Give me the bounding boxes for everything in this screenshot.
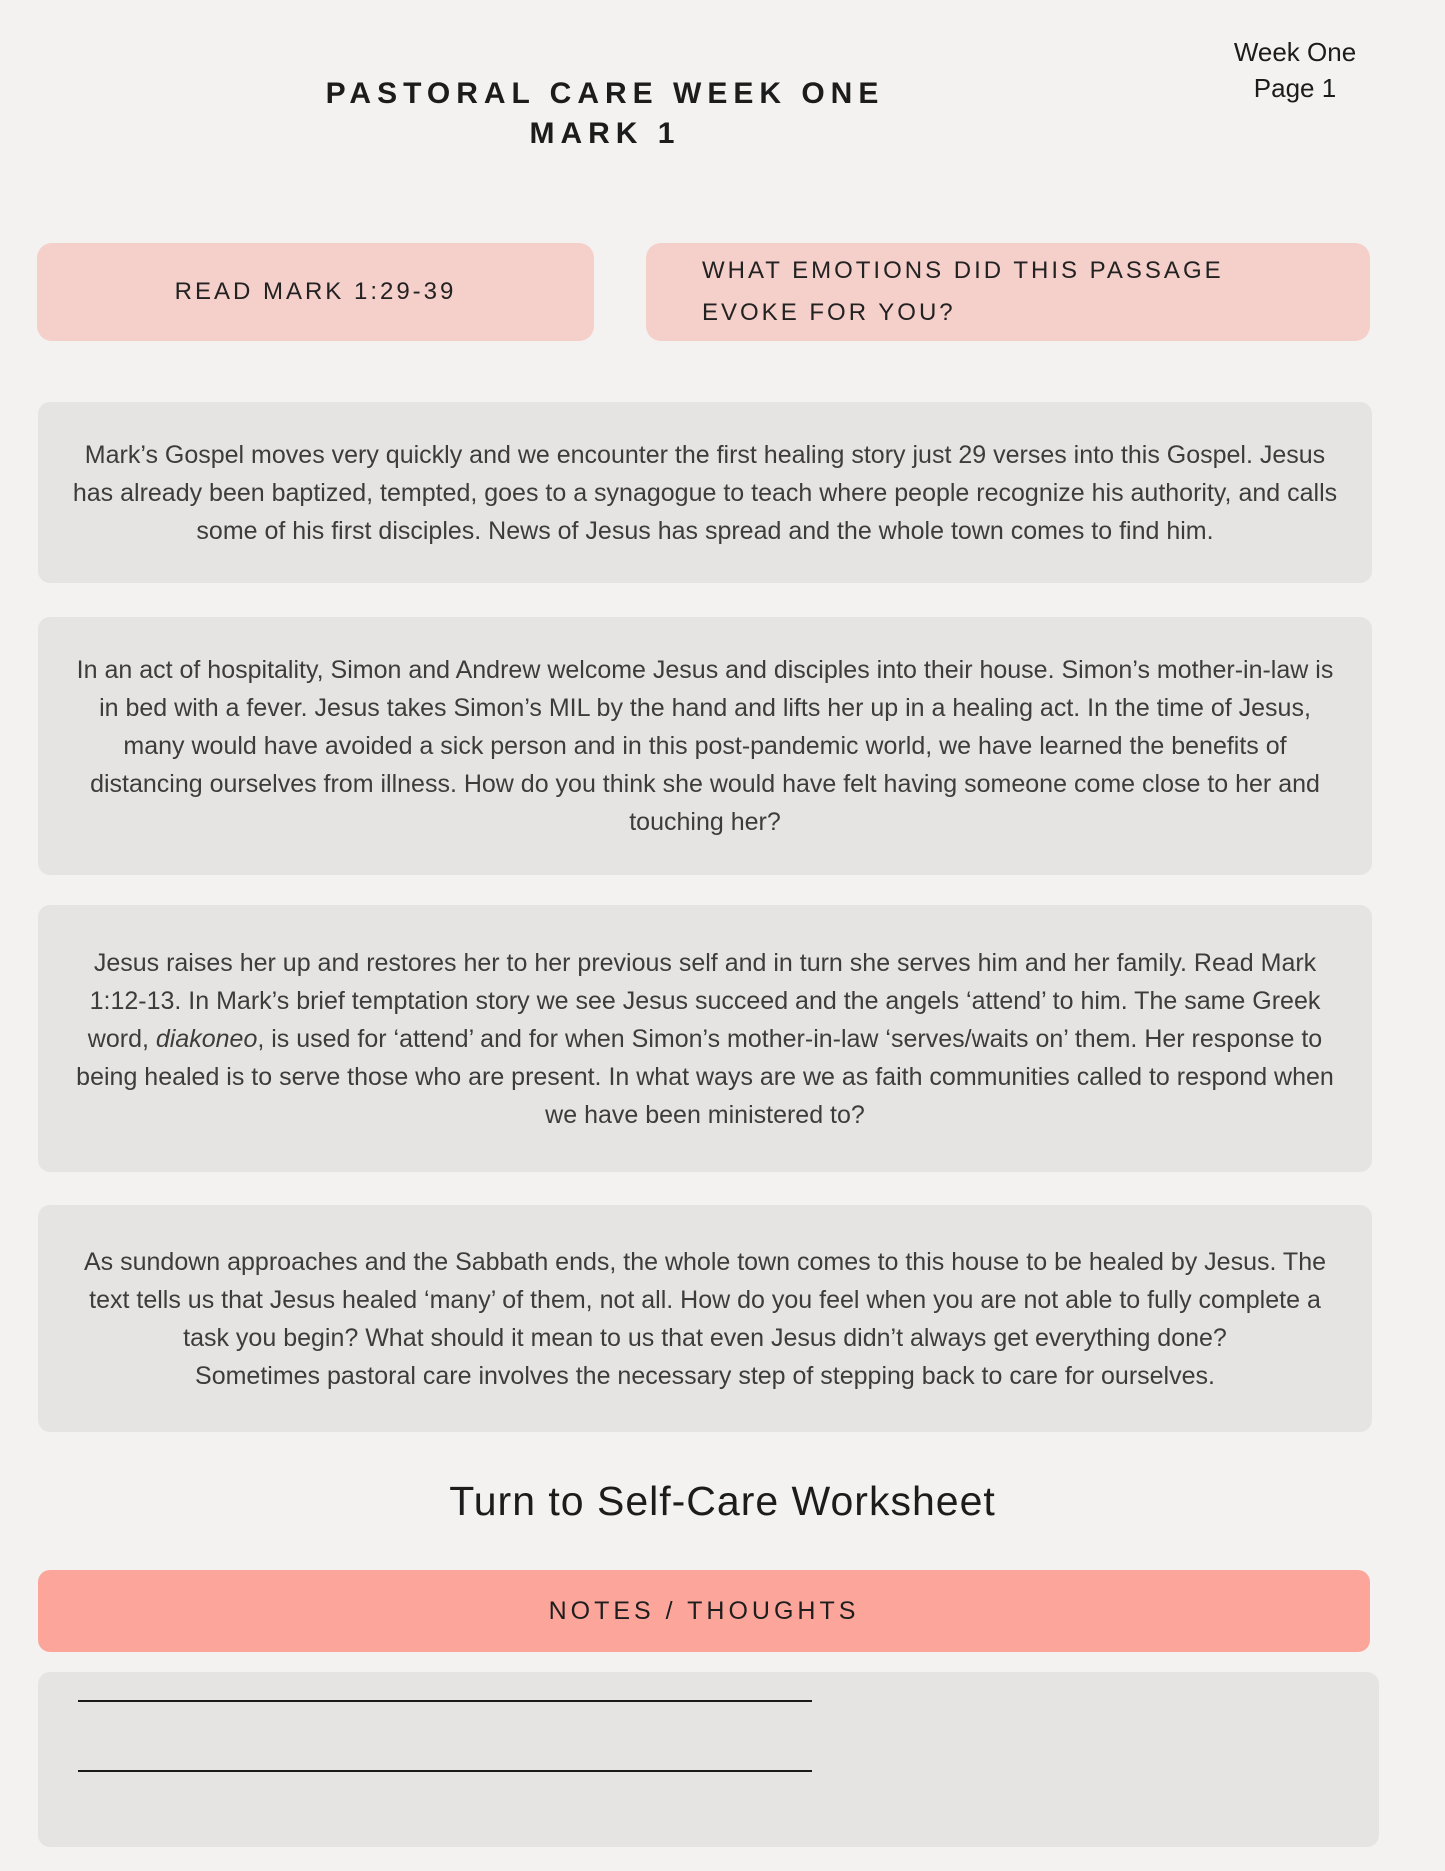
paragraph-box-4: [38, 1205, 1372, 1432]
notes-thoughts-label: NOTES / THOUGHTS: [548, 1596, 860, 1625]
meta-page-number: Page 1: [1253, 73, 1337, 103]
page-title: [0, 74, 1210, 154]
page-title-line-1: PASTORAL CARE WEEK ONE: [325, 77, 885, 110]
emotions-prompt-box: [646, 243, 1370, 341]
paragraph-4-closing-text: Sometimes pastoral care involves the necessary step of stepping back to care for ourselves.: [195, 1361, 1215, 1390]
read-passage-prompt-box: [37, 243, 594, 341]
notes-writing-area[interactable]: [38, 1672, 1379, 1847]
paragraph-4-text: As sundown approaches and the Sabbath ends, the whole town comes to this house to be healed by Jesus. The text tells us that Jesus healed ‘many’ of them, not all. How do you feel when you are not able to fully complete a task you begin? What should it mean to us that even Jesus didn’t always get everything done?: [83, 1247, 1327, 1352]
notes-ruled-line-2[interactable]: [78, 1770, 812, 1772]
page-meta: [1175, 34, 1415, 106]
paragraph-3-post: , is used for ‘attend’ and for when Simon’s mother-in-law ‘serves/waits on’ them. Her response to being healed is to serve those who are present. In what ways are we as faith communities called to respond when we have been ministered to?: [76, 1024, 1334, 1129]
paragraph-box-1: [38, 402, 1372, 583]
paragraph-box-3: [38, 905, 1372, 1172]
paragraph-3-text: [66, 944, 1344, 1134]
paragraph-box-2: [38, 617, 1372, 875]
meta-week-label: Week One: [1233, 37, 1357, 67]
paragraph-3-greek-word: diakoneo: [155, 1024, 258, 1053]
page-title-line-2: MARK 1: [529, 117, 681, 150]
paragraph-1-text: Mark’s Gospel moves very quickly and we encounter the first healing story just 29 verses into this Gospel. Jesus has already been baptized, tempted, goes to a synagogue to teach where people recognize his authority, and calls some of his first disciples. News of Jesus has spread and the whole town comes to find him.: [72, 440, 1338, 545]
paragraph-3-pre: Jesus raises her up and restores her to her previous self and in turn she serves him and her family. Read Mark 1:12-13. In Mark’s brief temptation story we see Jesus succeed and the angels ‘attend’ to him. The same Greek word,: [87, 948, 1321, 1053]
emotions-prompt-label: WHAT EMOTIONS DID THIS PASSAGE EVOKE FOR YOU?: [702, 257, 1224, 326]
notes-ruled-line-1[interactable]: [78, 1700, 812, 1702]
notes-thoughts-header-bar: [38, 1570, 1370, 1652]
paragraph-2-text: In an act of hospitality, Simon and Andrew welcome Jesus and disciples into their house. Simon’s mother-in-law is in bed with a fever. Jesus takes Simon’s MIL by the hand and lifts her up in a healing act. In the time of Jesus, many would have avoided a sick person and in this post-pandemic world, we have learned the benefits of distancing ourselves from illness. How do you think she would have felt having someone come close to her and touching her?: [76, 656, 1334, 836]
self-care-worksheet-heading: Turn to Self-Care Worksheet: [449, 1478, 996, 1524]
read-passage-prompt-label: READ MARK 1:29-39: [174, 278, 457, 305]
